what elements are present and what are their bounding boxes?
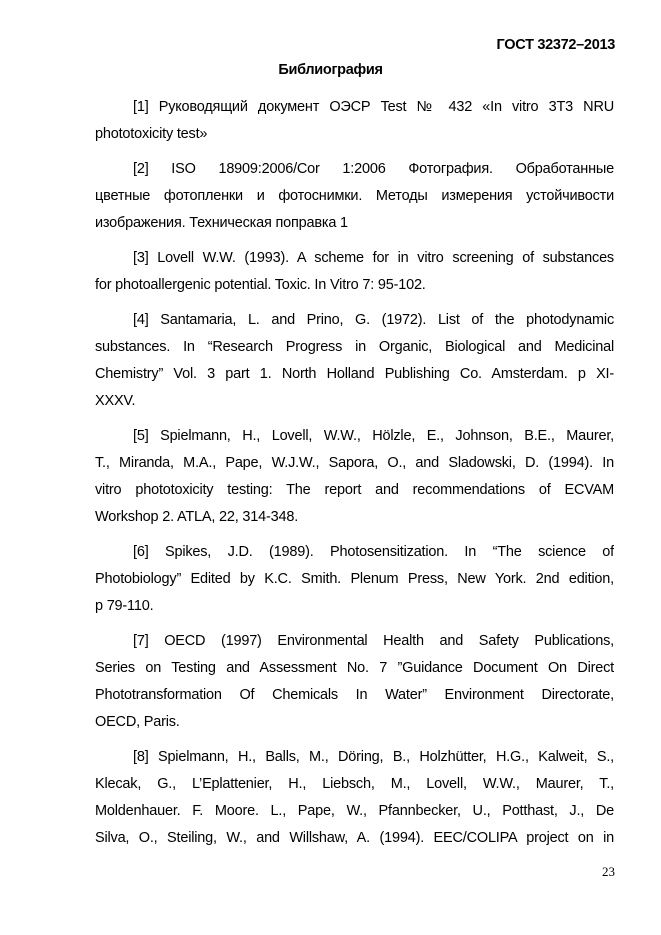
reference-line: vitro phototoxicity testing: The report and recommendations of ECVAM [95,482,614,498]
reference-line: [7] OECD (1997) Environmental Health and Safety Publications, [133,633,614,649]
reference-line: for photoallergenic potential. Toxic. In Vitro 7: 95-102. [95,277,426,293]
reference-entry [95,245,614,299]
reference-line: [8] Spielmann, H., Balls, M., Döring, B., Holzhütter, H.G., Kalweit, S., [133,749,614,765]
page-number: 23 [602,864,615,879]
reference-line: [4] Santamaria, L. and Prino, G. (1972). List of the photodynamic [133,312,614,328]
reference-line: [3] Lovell W.W. (1993). A scheme for in vitro screening of substances [133,250,614,266]
reference-list [95,94,614,860]
reference-line: Chemistry” Vol. 3 part 1. North Holland Publishing Co. Amsterdam. p XI- [95,366,614,382]
bibliography-heading: Библиография [278,62,383,78]
reference-line: Series on Testing and Assessment No. 7 ”Guidance Document On Direct [95,660,614,676]
document-code: ГОСТ 32372–2013 [496,37,615,53]
reference-entry [95,628,614,736]
reference-line: Phototransformation Of Chemicals In Water” Environment Directorate, [95,687,614,703]
reference-line: изображения. Техническая поправка 1 [95,215,348,231]
reference-line: [1] Руководящий документ ОЭСР Test № 432 «In vitro 3T3 NRU [133,99,614,115]
reference-line: Photobiology” Edited by K.C. Smith. Plenum Press, New York. 2nd edition, [95,571,614,587]
reference-entry [95,94,614,148]
reference-entry [95,539,614,620]
reference-line: [2] ISO 18909:2006/Cor 1:2006 Фотография. Обработанные [133,161,614,177]
reference-line: [6] Spikes, J.D. (1989). Photosensitization. In “The science of [133,544,614,560]
reference-line: OECD, Paris. [95,714,180,730]
reference-line: Klecak, G., L’Eplattenier, H., Liebsch, M., Lovell, W.W., Maurer, T., [95,776,614,792]
reference-line: substances. In “Research Progress in Organic, Biological and Medicinal [95,339,614,355]
reference-line: Moldenhauer. F. Moore. L., Pape, W., Pfannbecker, U., Potthast, J., De [95,803,614,819]
reference-line: цветные фотопленки и фотоснимки. Методы измерения устойчивости [95,188,614,204]
reference-entry [95,307,614,415]
reference-line: T., Miranda, M.A., Pape, W.J.W., Sapora, O., and Sladowski, D. (1994). In [95,455,614,471]
reference-line: Workshop 2. ATLA, 22, 314-348. [95,509,299,525]
reference-entry [95,744,614,852]
reference-line: XXXV. [95,393,136,409]
reference-line: phototoxicity test» [95,126,208,142]
reference-line: [5] Spielmann, H., Lovell, W.W., Hölzle, E., Johnson, B.E., Maurer, [133,428,614,444]
reference-entry [95,156,614,237]
reference-entry [95,423,614,531]
reference-line: p 79-110. [95,598,154,614]
reference-line: Silva, O., Steiling, W., and Willshaw, A. (1994). EEC/COLIPA project on in [95,830,614,846]
